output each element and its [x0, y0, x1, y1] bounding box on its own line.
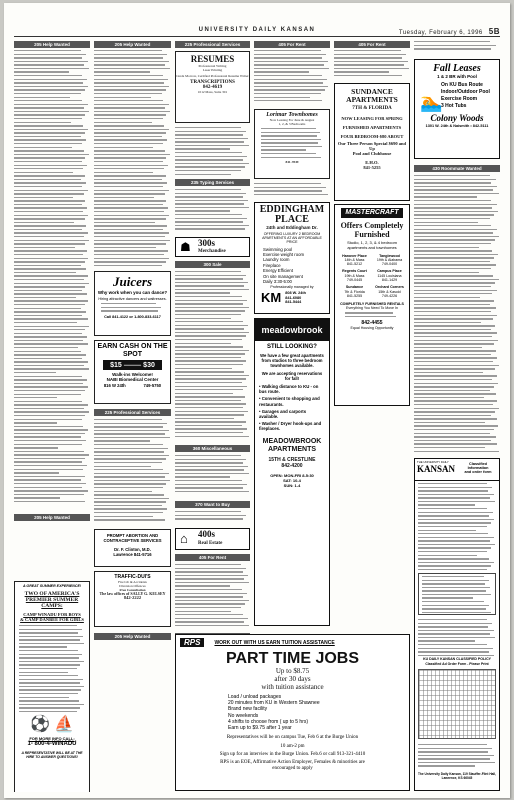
- fine-print: [95, 301, 170, 315]
- traffic-line3: Free Consultation: [119, 588, 146, 592]
- edd-offer: OFFERING LUXURY 2 BEDROOM APARTMENTS AT AN AFFORDABLE PRICE: [262, 232, 322, 245]
- mb-line1: We have a few great apartments from studios to three bedroom townhomes available.: [260, 353, 324, 368]
- mb-phone: 842-4200: [281, 462, 303, 469]
- ptj-pay2: after 30 days: [274, 675, 311, 683]
- column-2: [94, 41, 171, 792]
- mb-title2: MEADOWBROOK APARTMENTS: [262, 437, 322, 453]
- mc-location: [373, 285, 406, 298]
- edd-phone2: 841-5444: [285, 300, 302, 305]
- traffic-line1: Fire Lib & Accidents: [118, 580, 147, 584]
- lorimar-title: Lorimar Townhomes: [266, 112, 318, 118]
- edd-feature: Laundry room: [263, 257, 290, 263]
- sd-line3: FOUR BEDROOM-$80 ABOUT: [340, 134, 404, 139]
- kansan-sub: THE UNIVERSITY DAILY: [417, 460, 449, 464]
- earn-cash-ad: [94, 340, 171, 404]
- mb-hours3: SUN: 1-4: [283, 482, 301, 488]
- sports-icons: ⚽ ⛵: [30, 716, 74, 733]
- ad-copy-grid[interactable]: [418, 669, 496, 739]
- classified-text: [14, 50, 90, 510]
- sd-line1: NOW LEASING FOR SPRING: [341, 116, 403, 121]
- juicers-ad: [94, 271, 171, 336]
- mc-sub: Studio, 1, 2, 3, & 4 bedroom apartments and townhomes: [347, 240, 397, 250]
- section-header: 205 Help Wanted: [14, 41, 90, 48]
- edd-feature: Energy Efficient: [263, 268, 294, 274]
- mc-location-phone: 841-5255: [346, 293, 363, 298]
- edd-feature: On site management: [263, 273, 303, 279]
- mc-location-addr: 19th & Alabama: [376, 257, 403, 262]
- resumes-sub: Professional Writing: [198, 64, 227, 68]
- mc-location-name: Hanover Place: [342, 253, 367, 258]
- mb-line2: We are accepting reservations for fall!: [261, 371, 323, 381]
- fine-print: [175, 511, 250, 525]
- resumes-sub2: Laser Printing: [202, 68, 223, 72]
- mc-location-phone: 841-1429: [381, 278, 398, 283]
- mastercraft-ad: [334, 204, 410, 406]
- section-header: 205 Help Wanted: [94, 633, 171, 640]
- lorimar-sub: Now Leasing For June & August: [269, 118, 315, 122]
- camp-title: TWO OF AMERICA'S PREMIER SUMMER CAMPS:: [24, 591, 80, 609]
- mc-location-phone: 841-5212: [346, 262, 363, 267]
- ptj-bullet: 4 shifts to choose from ( up to 5 hrs): [228, 718, 309, 725]
- ptj-bullet: Earn up to $9.75 after 1 year: [228, 725, 292, 732]
- merch-icon: ☗: [180, 240, 191, 254]
- kansan-policy: KU DAILY KANSAN CLASSIFIED POLICY: [423, 657, 491, 661]
- prompt-ad: [94, 529, 171, 567]
- mc-location-name: Campus Place: [377, 269, 402, 274]
- edd-phone1: 841-6080: [285, 295, 302, 300]
- sd-phone: 841-5255: [363, 165, 381, 170]
- mc-location-phone: 749-0445: [346, 278, 363, 283]
- section-header: 405 For Rent: [254, 41, 330, 48]
- section-header: 300 Sale: [175, 261, 250, 268]
- fl-title: Fall Leases: [433, 63, 481, 74]
- real-estate-banner: [175, 528, 250, 550]
- edd-addr: 808 W. 24th: [285, 291, 306, 296]
- juicers-name: Juicers: [113, 274, 152, 289]
- rate-table: [418, 573, 496, 615]
- sd-sub: 7TH & FLORIDA: [352, 106, 392, 111]
- kansan-right1: Classified Information: [467, 462, 489, 470]
- camp-phone: 1- 800-4-WINADU: [27, 741, 77, 747]
- ptj-bullet: No weekends: [228, 712, 259, 719]
- fine-print: [414, 175, 500, 457]
- fine-print: [335, 310, 409, 320]
- paper-name: UNIVERSITY DAILY KANSAN: [198, 27, 316, 33]
- mc-location-phone: 749-4226: [381, 293, 398, 298]
- section-header: 205 Help Wanted: [14, 514, 90, 521]
- swimmer-icon: 🏊: [420, 92, 443, 112]
- fine-print: [254, 50, 330, 105]
- ptj-eoe: RPS is an EOE, Affirmative Action Employer, Females & minorities are encouraged to apply: [220, 760, 365, 771]
- fl-sub: 1 & 2 BR with Pool: [437, 74, 477, 79]
- lorimar-phone: 841-7849: [285, 160, 299, 164]
- fl-line2: Indoor/Outdoor Pool: [441, 89, 490, 95]
- ptj-banner: WORK OUT WITH US EARN TUITION ASSISTANCE: [214, 639, 335, 646]
- section-header: 370 Want to Buy: [175, 501, 250, 508]
- fine-print: [334, 50, 410, 80]
- fine-print: [175, 189, 250, 234]
- fl-addr: 1301 W. 24th & Naismith: [425, 124, 470, 128]
- kansan-title: KANSAN: [417, 464, 456, 474]
- fine-print: [94, 419, 171, 524]
- sundance-ad: [334, 83, 410, 201]
- earn-sub: Walk-ins Welcome!: [112, 372, 153, 377]
- mc-location: [338, 269, 371, 282]
- rps-logo: RPS: [180, 638, 204, 647]
- fine-print: [414, 41, 500, 55]
- column-1: [14, 41, 90, 792]
- mc-location-addr: 1145 Louisiana: [377, 273, 402, 278]
- mc-location-phone: 749-0400: [381, 262, 398, 267]
- resumes-title: RESUMES: [190, 54, 235, 64]
- edd-title: EDDINGHAM PLACE: [259, 204, 325, 225]
- masthead-date: Tuesday, February 6, 1996 5B: [398, 27, 500, 36]
- juicers-tag2: Hiring attractive dancers and waitresses.: [98, 297, 167, 301]
- section-header: 205 Help Wanted: [94, 41, 171, 48]
- traffic-phone: 842-2222: [123, 595, 142, 600]
- mc-foot1: COMPLETELY FURNISHED RENTALS: [340, 302, 404, 307]
- prompt-title: PROMPT ABORTION AND CONTRACEPTIVE SERVICES: [103, 533, 162, 543]
- ptj-bullet: Brand new facility: [228, 706, 268, 713]
- lorimar-sub2: 1, 2, & 3 Bedrooms: [278, 122, 306, 126]
- mb-hours2: SAT: 10-4: [283, 477, 301, 483]
- kansan-footer: The University Daily Kansan, 119 Stauffer-Flint Hall, Lawrence, KS 66045: [417, 772, 497, 780]
- fine-print: [175, 271, 250, 441]
- edd-feature: Fireplace: [263, 262, 281, 268]
- mc-location-addr: 14th & Mass: [344, 257, 365, 262]
- fine-print: [415, 742, 499, 770]
- edd-feature: Swimming pool: [263, 246, 293, 252]
- ptj-pay1: Up to $8.75: [275, 667, 310, 675]
- mb-head: STILL LOOKING?: [267, 344, 317, 350]
- traffic-ad: [94, 571, 171, 627]
- fine-print: [415, 617, 499, 657]
- ptj-bullet: 20 minutes from KU in Western Shawnee: [228, 700, 320, 707]
- mc-head: Offers Completely Furnished: [340, 221, 404, 239]
- traffic-title: TRAFFIC-DUI'S: [114, 574, 151, 580]
- mc-location: [338, 285, 371, 298]
- ptj-signup: Sign up for an interview in the Burge Union. Feb.6 or call 913-321-4410: [219, 751, 366, 757]
- mc-location-addr: 19th & Mass: [344, 273, 365, 278]
- meadowbrook-logo: meadowbrook: [255, 319, 329, 341]
- camp-phone-label: FOR MORE INFO CALL:: [29, 736, 75, 741]
- camp-line1: CAMP WINADU FOR BOYS: [23, 612, 81, 617]
- camp-ad: [14, 581, 90, 792]
- earn-phone: 749-5750: [143, 383, 162, 388]
- part-time-jobs-ad: [175, 634, 410, 791]
- section-header: 430 Roommate Wanted: [414, 165, 500, 172]
- fl-phone: 842-5111: [472, 124, 489, 128]
- ptj-bullets: [228, 694, 409, 731]
- mc-location: [338, 254, 371, 267]
- mc-location-addr: 15th & Kasold: [378, 289, 401, 294]
- section-header: 225 Professional Services: [175, 41, 250, 48]
- mb-b2: Convenient to shopping and restaurants.: [259, 396, 320, 407]
- eddingham-ad: [254, 202, 330, 314]
- lorimar-ad: [254, 109, 330, 179]
- ptj-title: PART TIME JOBS: [225, 650, 360, 667]
- earn-title: EARN CASH ON THE SPOT: [97, 343, 168, 358]
- mc-foot2: Everything You Need To Move In: [345, 306, 399, 311]
- edd-feature: Exercise weight room: [263, 252, 305, 258]
- prompt-phone: Lawrence 841-5716: [113, 552, 152, 557]
- merch-sub: Merchandise: [198, 249, 226, 254]
- page-number: 5B: [488, 27, 500, 36]
- fine-print: [415, 481, 499, 571]
- mb-b1: Walking distance to KU - on bus route.: [259, 384, 319, 395]
- edd-feature: Daily 3:30-5:00: [263, 279, 292, 285]
- mc-phone: 842-4455: [361, 320, 383, 327]
- sd-line4: Our Three Person Special $690 and Up: [337, 141, 407, 151]
- fall-leases-ad: Fall Leases 1 & 2 BR with Pool On KU Bus Route Indoor/Outdoor Pool Exercise Room 3 Hot Tubs 🏊 Colony Woods 1301 W. 24th & Naismith • 842-5111: [414, 59, 500, 159]
- mb-b3: Garages and carports available.: [259, 408, 307, 420]
- fine-print: [15, 622, 89, 714]
- fine-print: [175, 455, 250, 497]
- mb-hours1: OPEN: MON-FRI 8-5:30: [270, 472, 314, 478]
- edd-sub: 24th and Eddingham Dr.: [266, 225, 318, 230]
- camp-line2: & CAMP DANBEE FOR GIRLS: [20, 617, 84, 622]
- ptj-time: 10 am-2 pm: [280, 743, 305, 749]
- earn-address: 816 W 24th: [103, 383, 126, 388]
- earn-amount: $15 ⸻ $30: [103, 360, 162, 370]
- fine-print: [255, 126, 329, 160]
- fl-line1: On KU Bus Route: [441, 82, 483, 88]
- fine-print: [175, 127, 250, 179]
- mc-location-name: Tanglewood: [379, 253, 400, 258]
- newspaper-page: [4, 3, 510, 798]
- ptj-bullet: Load / unload packages: [228, 694, 282, 700]
- ptj-pay3: with tuition assistance: [261, 683, 324, 691]
- prompt-name: Dr. F. Clinton, M.D.: [114, 547, 151, 552]
- mc-location-addr: 7th & Florida: [344, 289, 365, 294]
- mc-location-name: Sundance: [345, 285, 364, 290]
- meadowbrook-ad: meadowbrook STILL LOOKING? We have a few great apartments from studios to three bedroom townhomes available. We are accepting reservations for fall! • Walking distance to KU - on bus route. • Convenient to shopping and restaurants. • Garages and carports available. • Washer / Dryer hook-ups and fireplaces. MEADOWBROOK APARTMENTS 15TH & CRESTLINE 842-4200 OPEN: MON-FRI 8-5:30 SAT: 10-4 SUN: 1-4: [254, 318, 330, 626]
- edd-managed: Professionally managed by: [270, 285, 314, 290]
- merchandise-banner: [175, 237, 250, 257]
- resumes-name: Linda Morrow, Certified Professional Resume Writer: [176, 74, 249, 78]
- section-header: 235 Typing Services: [175, 179, 250, 186]
- section-header: 360 Miscellaneous: [175, 445, 250, 452]
- fl-name: Colony Woods: [430, 113, 484, 123]
- mc-location-name: Regents Court: [342, 269, 367, 274]
- traffic-line4: The law offices of SALLY G. KELSEY: [99, 591, 166, 596]
- re-sub: Real Estate: [198, 541, 223, 546]
- mb-b4: Washer / Dryer hook-ups and fireplaces.: [259, 421, 322, 432]
- resumes-company: TRANSCRIPTIONS: [190, 80, 235, 85]
- fine-print: [94, 50, 171, 272]
- mc-location: [373, 254, 406, 267]
- fl-line4: 3 Hot Tubs: [441, 103, 467, 109]
- camp-footer: A REPRESENTATIVE WILL BE AT THE HIRE TO ANSWER QUESTIONS!: [21, 751, 83, 759]
- mc-location-name: Orchard Corners: [375, 285, 404, 290]
- mc-location: [373, 269, 406, 282]
- mc-eho: Equal Housing Opportunity: [350, 326, 394, 331]
- juicers-phone: Call 841-4122 or 1-800-833-6117: [104, 315, 161, 319]
- section-header: 225 Professional Services: [94, 409, 171, 416]
- juicers-tag1: Why work when you can dance?: [97, 290, 168, 295]
- edd-features: [263, 247, 329, 285]
- kansan-form-label: Classified Ad Order Form - Please Print: [425, 662, 489, 666]
- fine-print: [419, 574, 495, 614]
- km-logo: KM: [261, 290, 282, 306]
- fl-line3: Exercise Room: [441, 96, 478, 102]
- resumes-addr: 1012 Mass, Suite 301: [197, 90, 228, 94]
- resumes-phone: 842-4619: [202, 85, 223, 90]
- ptj-rep: Representatives will be on campus Tue, Feb 6 at the Burge Union: [226, 735, 359, 741]
- camp-banner: A GREAT SUMMER EXPERIENCE!: [22, 584, 82, 588]
- mc-locations: [338, 254, 406, 299]
- sd-line5: Pool and Clubhouse: [352, 151, 392, 156]
- mb-addr: 15TH & CRESTLINE: [268, 456, 316, 463]
- sd-eho: E.H.O.: [365, 160, 379, 165]
- resumes-ad: [175, 51, 250, 123]
- fine-print: [254, 183, 330, 199]
- sd-title: SUNDANCE APARTMENTS: [346, 87, 398, 104]
- mastercraft-logo: MASTERCRAFT: [341, 208, 403, 218]
- traffic-line2: Diversion Offences: [119, 584, 146, 588]
- masthead: [14, 27, 500, 37]
- house-icon: ⌂: [180, 531, 188, 546]
- kansan-order-form: [414, 458, 500, 791]
- section-header: 405 For Rent: [334, 41, 410, 48]
- fine-print: [175, 564, 250, 630]
- section-header: 405 For Rent: [175, 554, 250, 561]
- kansan-right2: and order form: [464, 470, 492, 474]
- earn-company: NABI Biomedical Center: [106, 377, 159, 382]
- re-title: 400s: [198, 529, 216, 539]
- merch-title: 300s: [198, 238, 216, 248]
- sd-line2: FURNISHED APARTMENTS: [342, 125, 402, 130]
